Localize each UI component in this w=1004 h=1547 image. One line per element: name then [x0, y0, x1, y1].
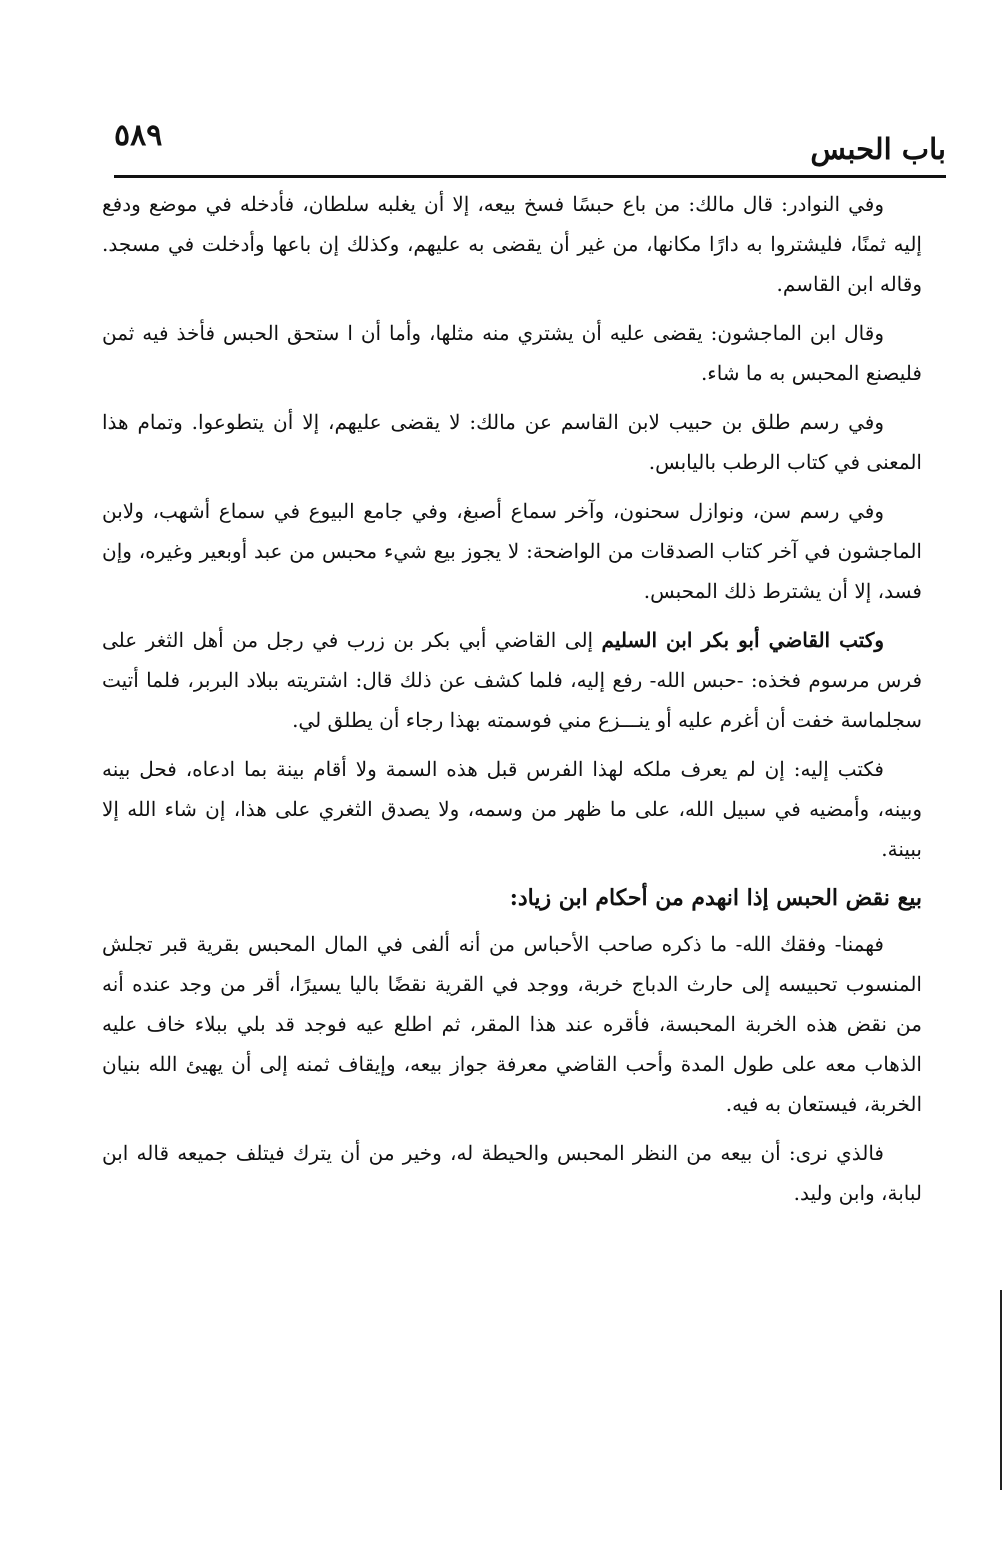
section-heading: بيع نقض الحبس إذا انهدم من أحكام ابن زياد: — [509, 885, 922, 911]
paragraph: وفي رسم طلق بن حبيب لابن القاسم عن مالك: لا يقضى عليهم، إلا أن يتطوعوا. وتمام هذا المعنى في كتاب الرطب باليابس. — [102, 410, 922, 474]
paragraph: فهمنا- وفقك الله- ما ذكره صاحب الأحباس من أنه ألفى في المال المحبس بقرية قبر تجلش المنسوب تحبيسه إلى حارث الدباج خربة، ووجد في القرية نقضًا باليا يسيرًا، أقر من وجد عنده أنه من نقض هذه الخربة المحبسة، فأقره عند هذا المقر، ثم اطلع عيه فوجد قد بلي ببلاء خاف عليه الذهاب معه على طول المدة وأحب القاضي معرفة جواز بيعه، وإيقاف ثمنه إلى أن يهيئ الله بنيان الخربة، فيستعان به فيه. — [102, 932, 922, 1116]
chapter-title: باب الحبس — [810, 132, 946, 166]
paragraph-bold-lead: وكتب القاضي أبو بكر ابن السليم — [601, 628, 884, 652]
header-rule — [114, 175, 946, 178]
paragraph: فالذي نرى: أن بيعه من النظر المحبس والحيطة له، وخير من أن يترك فيتلف جميعه قاله ابن لبابة، وابن وليد. — [102, 1141, 922, 1205]
scan-margin-line — [1000, 1290, 1002, 1490]
paragraph: فكتب إليه: إن لم يعرف ملكه لهذا الفرس قبل هذه السمة ولا أقام بينة بما ادعاه، فحل بينه وبينه، وأمضيه في سبيل الله، على ما ظهر من وسمه، ولا يصدق الثغري على هذا، إن شاء الله إلا ببينة. — [102, 757, 922, 861]
paragraph: وقال ابن الماجشون: يقضى عليه أن يشتري منه مثلها، وأما أن ا ستحق الحبس فأخذ فيه ثمن فليصنع المحبس به ما شاء. — [102, 321, 922, 385]
paragraph — [102, 620, 922, 740]
body-text — [102, 184, 922, 1222]
paragraph: وفي رسم سن، ونوازل سحنون، وآخر سماع أصبغ، وفي جامع البيوع في سماع أشهب، ولابن الماجشون في آخر كتاب الصدقات من الواضحة: لا يجوز بيع شيء محبس من عبد أوبعير وغيره، وإن فسد، إلا أن يشترط ذلك المحبس. — [102, 499, 922, 603]
page-header — [100, 110, 946, 178]
page-number: ٥٨٩ — [114, 118, 163, 153]
paragraph: وفي النوادر: قال مالك: من باع حبسًا فسخ بيعه، إلا أن يغلبه سلطان، فأدخله في موضع ودفع إليه ثمنًا، فليشتروا به دارًا مكانها، من غير أن يقضى به عليهم، وكذلك إن باعها وأدخلت في مسجد. وقاله ابن القاسم. — [102, 192, 922, 296]
paragraph-continuation: إلى القاضي أبي بكر بن زرب في رجل من أهل الثغر على فرس مرسوم فخذه: -حبس الله- رفع إليه، فلما كشف عن ذلك قال: اشتريته ببلاد البربر، فلما أتيت سجلماسة خفت أن أغرم عليه أو ينـــزع مني فوسمته بهذا رجاء أن يطلق لي. — [102, 628, 922, 732]
